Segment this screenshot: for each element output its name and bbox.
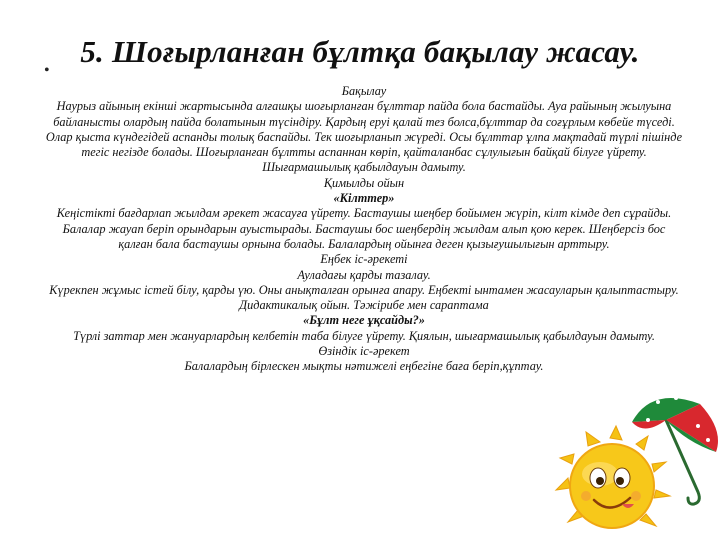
observation-text: Наурыз айының екінші жартысында алғашқы шоғырланған бұлттар пайда бола бастайды. Ауа райының жылуына байланысты олардың пайда болатынын түсіндіру. Қардың еруі қалай тез болса,бұлттар да соғұрлым көбейе түседі. Олар қыста күндегідей аспанды толық баспайды. Тек шоғырланып жүреді. Осы бұлттар ұлпа мақтадай түрлі пішінде тегіс негізде болады. Шоғырланған бұлтты аспаннан көріп, қайталанбас сұлулығын байқай білуге үйрету. Шығармашылық қабылдауын дамыту. [45,99,683,175]
didactic-game-text: Түрлі заттар мен жануарлардың келбетін таба білуге үйрету. Қиялын, шығармашылық қабылдауын дамыту. [73,328,655,343]
work-activity-title: Ауладағы қарды тазалау. [297,267,431,282]
bullet-marker: • [44,62,50,79]
section-heading-observation: Бақылау [341,84,387,98]
sun-umbrella-illustration [548,380,720,540]
slide-title: 5. Шоғырланған бұлтқа бақылау жасау. [80,34,640,69]
game-description: Кеңістікті бағдарлап жылдам әрекет жасауға үйрету. Бастаушы шеңбер бойымен жүріп, кілт кімде деп сұрайды. Балалар жауап беріп орындарын ауыстырады. Бастаушы бос шеңбердің жылдам алып қою керек. Шеңберсіз бос қалған бала бастаушы орнына болады. Балалардың ойынға деген қызығушылығын арттыру. [56,206,672,251]
section-heading-independent-activity: Өзіндік іс-әрекет [318,344,410,359]
game-title-keys: «Кілттер» [333,191,395,206]
sun-umbrella-svg [548,380,720,540]
independent-activity-text: Балалардың бірлескен мықты нәтижелі еңбегіне баға беріп,құптау. [184,359,544,374]
section-heading-movement-game: Қимылды ойын [323,175,405,190]
slide-body [44,84,684,375]
didactic-game-title: «Бұлт неге ұқсайды?» [303,313,425,328]
sun-face [570,444,654,528]
section-heading-work-activity: Еңбек іс-әрекеті [320,252,408,267]
section-heading-didactic-game: Дидактикалық ойын. Тәжірибе мен сараптама [239,298,489,313]
work-activity-text: Күрекпен жұмыс істей білу, қарды үю. Оны анықталған орынға апару. Еңбекті ынтамен жасауларын қалыптастыру. [49,282,679,297]
